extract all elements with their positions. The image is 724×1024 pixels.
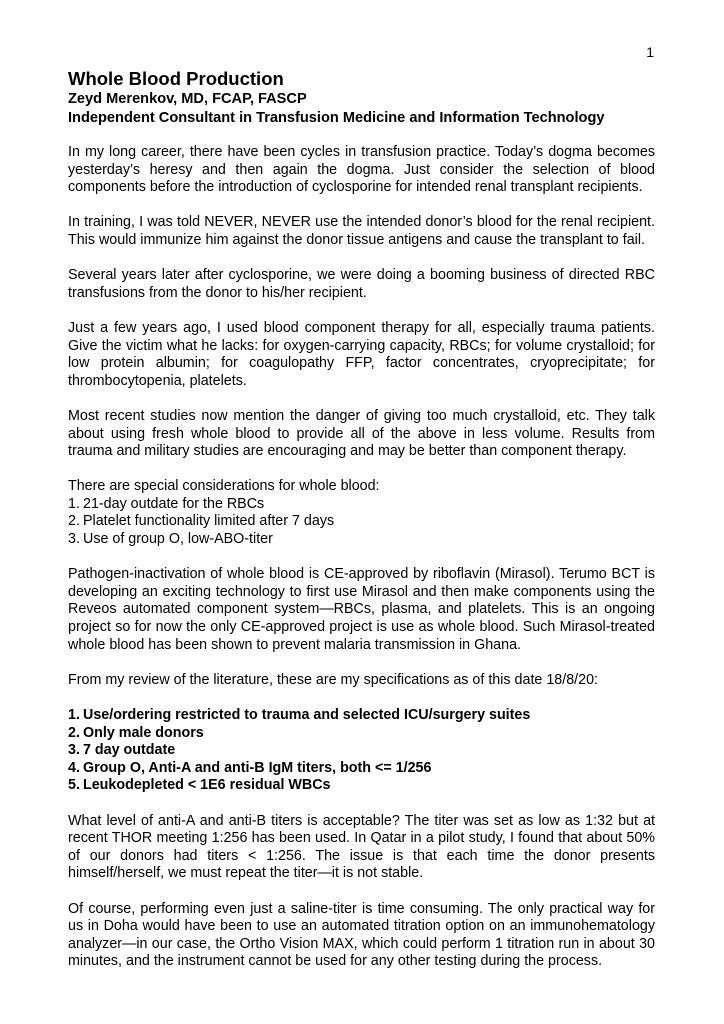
- list-item: [68, 725, 655, 743]
- paragraph-career-cycles: In my long career, there have been cycles in transfusion practice. Today’s dogma becomes yesterday’s heresy and then again the dogma. Just consider the selection of blood components before the introduction of cyclosporine for intended renal transplant recipients.: [68, 144, 655, 196]
- list-text: 21-day outdate for the RBCs: [83, 495, 265, 512]
- list-number: 5.: [68, 777, 80, 794]
- paragraph-directed-rbc: Several years later after cyclosporine, we were doing a booming business of directed RBC transfusions from the donor to his/her recipient.: [68, 267, 655, 301]
- page-number: 1: [646, 44, 654, 60]
- considerations-list: [68, 496, 655, 549]
- list-number: 3.: [68, 531, 80, 548]
- list-number: 1.: [68, 495, 80, 512]
- list-number: 3.: [68, 742, 80, 759]
- list-text: 7 day outdate: [83, 742, 176, 759]
- paragraph-training: In training, I was told NEVER, NEVER use the intended donor’s blood for the renal recipient. This would immunize him against the donor tissue antigens and cause the transplant to fail.: [68, 214, 655, 248]
- list-number: 4.: [68, 759, 80, 776]
- list-item: [68, 777, 655, 795]
- list-number: 2.: [68, 724, 80, 741]
- document-body: [68, 68, 655, 989]
- list-item: [68, 707, 655, 725]
- paragraph-pathogen-inactivation: Pathogen-inactivation of whole blood is CE-approved by riboflavin (Mirasol). Terumo BCT is developing an exciting technology to first use Mirasol and then make components using the Reveos automated component system—RBCs, plasma, and platelets. This is an ongoing project so for now the only CE-approved project is use as whole blood. Such Mirasol-treated whole blood has been shown to prevent malaria transmission in Ghana.: [68, 566, 655, 653]
- paragraph-titer-level: What level of anti-A and anti-B titers is acceptable? The titer was set as low as 1:32 but at recent THOR meeting 1:256 has been used. In Qatar in a pilot study, I found that about 50% of our donors had titers < 1:256. The issue is that each time the donor presents himself/herself, we must repeat the titer—it is not stable.: [68, 812, 655, 882]
- paragraph-recent-studies: Most recent studies now mention the danger of giving too much crystalloid, etc. They talk about using fresh whole blood to provide all of the above in less volume. Results from trauma and military studies are encouraging and may be better than component therapy.: [68, 407, 655, 460]
- list-item: [68, 760, 655, 778]
- list-text: Use of group O, low-ABO-titer: [83, 531, 273, 548]
- list-item: [68, 531, 655, 549]
- document-title: Whole Blood Production: [68, 68, 284, 89]
- affiliation-line: Independent Consultant in Transfusion Medicine and Information Technology: [68, 110, 605, 126]
- author-line: Zeyd Merenkov, MD, FCAP, FASCP: [68, 91, 307, 107]
- list-text: Use/ordering restricted to trauma and selected ICU/surgery suites: [83, 707, 531, 723]
- paragraph-component-therapy: Just a few years ago, I used blood component therapy for all, especially trauma patients. Give the victim what he lacks: for oxygen-carrying capacity, RBCs; for volume crystalloid; for low protein albumin; for coagulopathy FFP, factor concentrates, cryoprecipitate; for thrombocytopenia, platelets.: [68, 319, 655, 389]
- paragraph-saline-titer: Of course, performing even just a saline-titer is time consuming. The only practical way for us in Doha would have been to use an automated titration option on an immunohematology analyzer—in our case, the Ortho Vision MAX, which could perform 1 titration run in about 30 minutes, and the instrument cannot be used for any other testing during the process.: [68, 900, 655, 970]
- list-item: [68, 513, 655, 531]
- considerations-intro: There are special considerations for whole blood:: [68, 478, 380, 495]
- specifications-intro: From my review of the literature, these are my specifications as of this date 18/8/20:: [68, 671, 599, 688]
- list-text: Leukodepleted < 1E6 residual WBCs: [83, 777, 331, 794]
- list-number: 1.: [68, 707, 80, 723]
- specifications-list: [68, 707, 655, 795]
- list-text: Platelet functionality limited after 7 days: [83, 513, 335, 530]
- list-text: Group O, Anti-A and anti-B IgM titers, both <= 1/256: [83, 759, 432, 776]
- list-item: [68, 496, 655, 514]
- list-text: Only male donors: [83, 724, 204, 741]
- list-number: 2.: [68, 513, 80, 530]
- list-item: [68, 742, 655, 760]
